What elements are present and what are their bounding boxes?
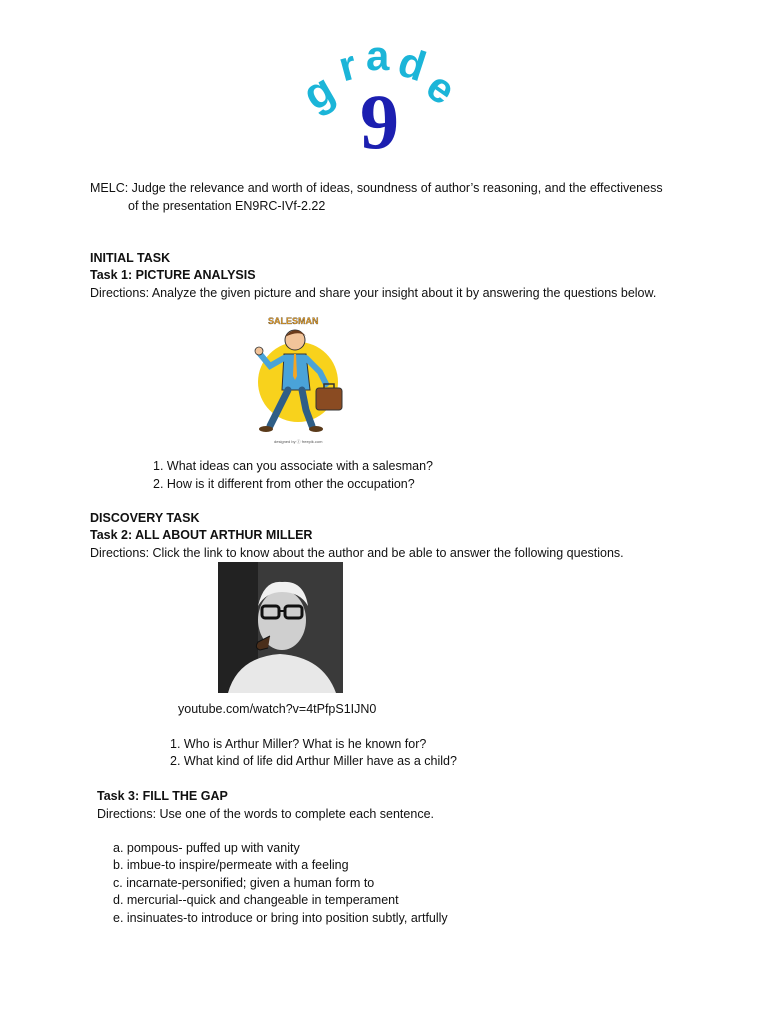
task1-title: Task 1: PICTURE ANALYSIS bbox=[90, 268, 256, 282]
portrait-graphic bbox=[218, 562, 343, 693]
salesman-hand bbox=[255, 347, 263, 355]
initial-task-heading: INITIAL TASK bbox=[90, 251, 171, 265]
melc-line-1: MELC: Judge the relevance and worth of ideas, soundness of author’s reasoning, and the effectiveness bbox=[90, 181, 663, 195]
task3-directions: Directions: Use one of the words to complete each sentence. bbox=[97, 807, 434, 821]
vocab-word-e: e. insinuates-to introduce or bring into position subtly, artfully bbox=[113, 911, 448, 925]
discovery-task-heading: DISCOVERY TASK bbox=[90, 511, 200, 525]
logo-letter: a bbox=[366, 32, 390, 79]
image-credit: designed by ⓕ freepik.com bbox=[274, 439, 323, 444]
salesman-shoe bbox=[309, 426, 323, 432]
task2-title: Task 2: ALL ABOUT ARTHUR MILLER bbox=[90, 528, 313, 542]
task1-question-2: 2. How is it different from other the occupation? bbox=[153, 477, 415, 491]
logo-letter: r bbox=[333, 40, 362, 91]
logo-letter: d bbox=[392, 37, 432, 91]
logo-number: 9 bbox=[360, 78, 399, 165]
vocab-word-c: c. incarnate-personified; given a human form to bbox=[113, 876, 375, 890]
melc-line-2: of the presentation EN9RC-IVf-2.22 bbox=[128, 199, 326, 213]
logo-letter: g bbox=[294, 64, 343, 121]
task3-title: Task 3: FILL THE GAP bbox=[97, 789, 228, 803]
task1-question-1: 1. What ideas can you associate with a salesman? bbox=[153, 459, 434, 473]
task2-question-2: 2. What kind of life did Arthur Miller have as a child? bbox=[170, 754, 457, 768]
logo-letter: e bbox=[418, 61, 465, 114]
vocab-word-b: b. imbue-to inspire/permeate with a feeling bbox=[113, 858, 349, 872]
salesman-shoe bbox=[259, 426, 273, 432]
task2-directions: Directions: Click the link to know about the author and be able to answer the following questions. bbox=[90, 546, 624, 560]
salesman-illustration bbox=[240, 310, 365, 448]
youtube-link[interactable]: youtube.com/watch?v=4tPfpS1IJN0 bbox=[178, 702, 377, 716]
briefcase-icon bbox=[316, 388, 342, 410]
grade-9-logo bbox=[294, 32, 470, 165]
vocab-word-a: a. pompous- puffed up with vanity bbox=[113, 841, 300, 855]
task2-question-1: 1. Who is Arthur Miller? What is he known for? bbox=[170, 737, 427, 751]
task1-directions: Directions: Analyze the given picture and share your insight about it by answering the questions below. bbox=[90, 286, 657, 300]
salesman-banner: SALESMAN bbox=[268, 316, 319, 326]
vocab-word-d: d. mercurial--quick and changeable in temperament bbox=[113, 893, 399, 907]
arthur-miller-photo bbox=[218, 562, 343, 693]
